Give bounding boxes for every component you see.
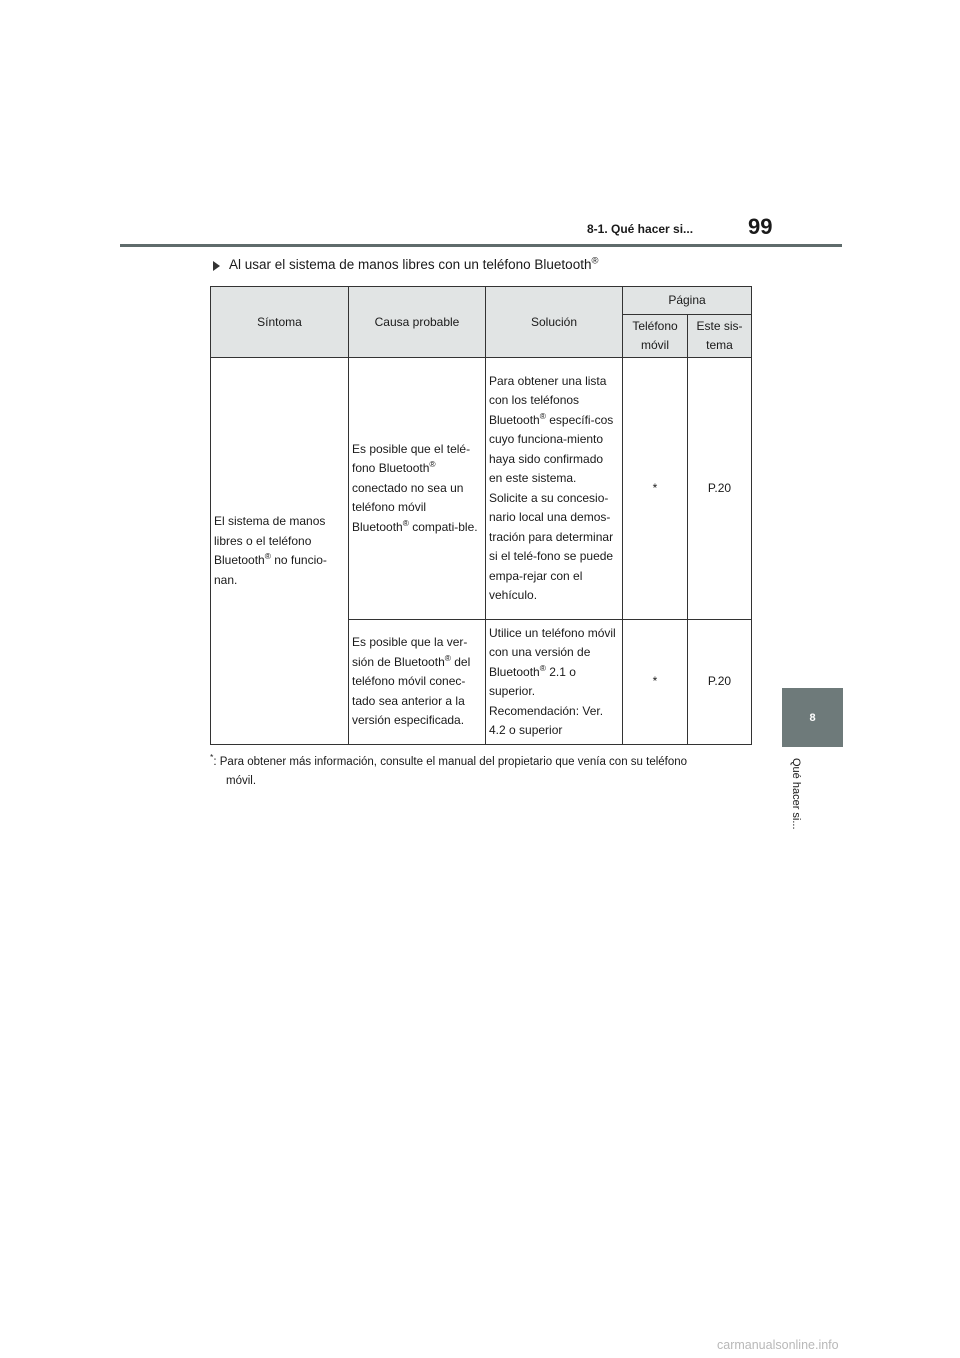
troubleshooting-table — [210, 286, 752, 745]
watermark: carmanualsonline.info — [717, 1338, 839, 1352]
header-solution: Solución — [486, 287, 623, 358]
header-page: Página — [623, 287, 752, 315]
section-title: 8-1. Qué hacer si... — [587, 222, 694, 236]
table-header-row — [211, 287, 752, 315]
section-heading-text: Al usar el sistema de manos libres con un teléfono Bluetooth® — [229, 255, 599, 272]
solution-cell: Para obtener una lista con los teléfonos Bluetooth® específi-cos cuyo funciona-miento haya sido confirmado en este sistema. Solicite a su concesio-nario local una demos-tración para determinar si el telé-fono se puede empa-rejar con el vehículo. — [486, 358, 623, 620]
header-divider — [120, 244, 842, 247]
table-row — [211, 358, 752, 620]
phone-page-cell: * — [623, 358, 688, 620]
chapter-tab: 8 — [782, 688, 843, 747]
footnote — [210, 753, 758, 791]
section-heading — [210, 257, 598, 272]
footnote-mark: * — [210, 752, 214, 763]
footnote-text: : Para obtener más información, consulte el manual del propietario que venía con su teléfono — [213, 756, 688, 768]
chapter-tab-label: Qué hacer si... — [790, 758, 802, 830]
page-number: 99 — [748, 214, 773, 239]
header-phone: Teléfono móvil — [623, 315, 688, 358]
system-page-cell: P.20 — [688, 358, 752, 620]
symptom-cell: El sistema de manos libres o el teléfono Bluetooth® no funcio-nan. — [211, 358, 349, 745]
system-page-cell: P.20 — [688, 620, 752, 745]
header-symptom: Síntoma — [211, 287, 349, 358]
solution-cell: Utilice un teléfono móvil con una versión de Bluetooth® 2.1 o superior. Recomendación: Ver. 4.2 o superior — [486, 620, 623, 745]
header-cause: Causa probable — [349, 287, 486, 358]
cause-cell: Es posible que la ver-sión de Bluetooth® del teléfono móvil conec-tado sea anterior a la versión especificada. — [349, 620, 486, 745]
phone-page-cell: * — [623, 620, 688, 745]
bullet-triangle-icon — [213, 261, 220, 271]
cause-cell: Es posible que el telé-fono Bluetooth® conectado no sea un teléfono móvil Bluetooth® compati-ble. — [349, 358, 486, 620]
header-system: Este sis-tema — [688, 315, 752, 358]
footnote-text-continued: móvil. — [226, 775, 257, 787]
